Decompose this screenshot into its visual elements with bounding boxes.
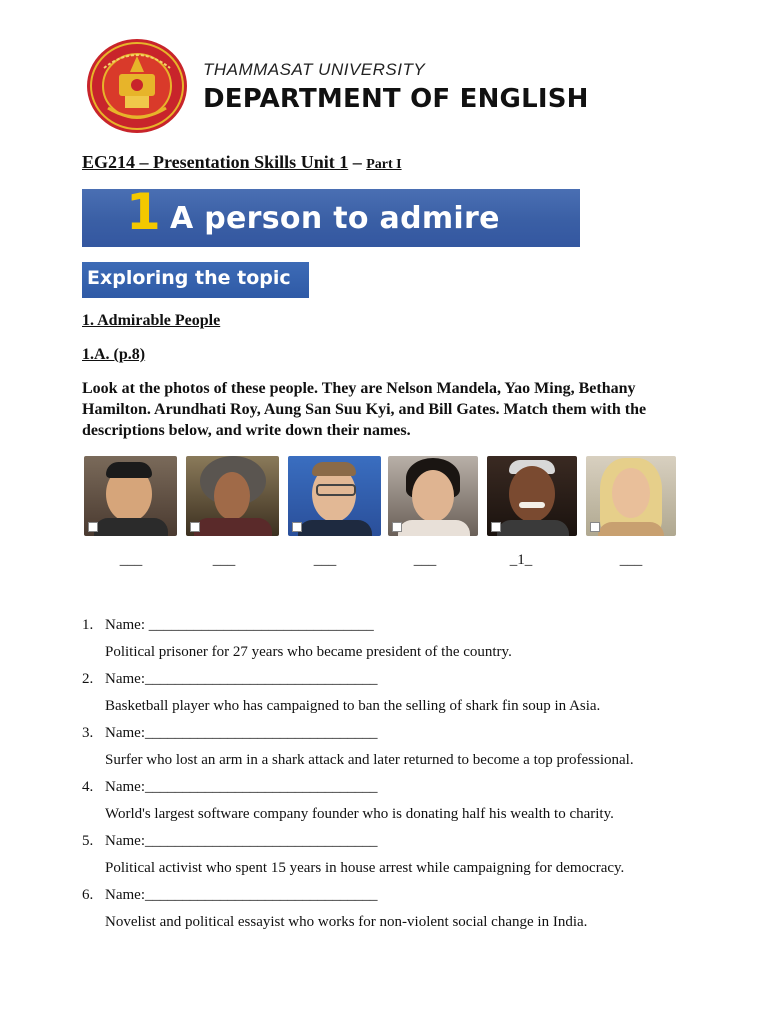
answer-blank-3[interactable]: ___ xyxy=(313,552,337,568)
question-number: 3. xyxy=(82,725,94,741)
question-number: 4. xyxy=(82,779,94,795)
question-number: 2. xyxy=(82,671,94,687)
question-description: Political activist who spent 15 years in house arrest while campaigning for democracy. xyxy=(105,860,625,876)
unit-title: A person to admire xyxy=(170,201,500,236)
question-description: World's largest software company founder who is donating half his wealth to charity. xyxy=(105,806,614,822)
question-number: 6. xyxy=(82,887,94,903)
question-name-field[interactable]: Name:_______________________________ xyxy=(105,887,378,903)
photo-1 xyxy=(84,456,177,536)
photo-3 xyxy=(288,456,381,536)
question-name-field[interactable]: Name:_______________________________ xyxy=(105,779,378,795)
department-name: DEPARTMENT OF ENGLISH xyxy=(203,84,589,114)
question-description: Surfer who lost an arm in a shark attack and later returned to become a top professional. xyxy=(105,752,634,768)
unit-number: 1 xyxy=(126,189,161,241)
photo-2 xyxy=(186,456,279,536)
question-description: Political prisoner for 27 years who became president of the country. xyxy=(105,644,512,660)
course-part: Part I xyxy=(366,157,402,172)
question-number: 1. xyxy=(82,617,94,633)
question-description: Novelist and political essayist who works for non-violent social change in India. xyxy=(105,914,588,930)
checkbox-icon[interactable] xyxy=(292,522,302,532)
photo-6 xyxy=(586,456,676,536)
question-name-field[interactable]: Name: ______________________________ xyxy=(105,617,374,633)
section-heading: 1. Admirable People xyxy=(82,312,221,329)
answer-blank-4[interactable]: ___ xyxy=(413,552,437,568)
answer-blank-6[interactable]: ___ xyxy=(619,552,643,568)
checkbox-icon[interactable] xyxy=(190,522,200,532)
photo-4 xyxy=(388,456,478,536)
question-name-field[interactable]: Name:_______________________________ xyxy=(105,833,378,849)
photo-5 xyxy=(487,456,577,536)
question-description: Basketball player who has campaigned to ban the selling of shark fin soup in Asia. xyxy=(105,698,601,714)
topic-banner xyxy=(82,262,309,298)
section-subheading: 1.A. (p.8) xyxy=(82,346,146,363)
checkbox-icon[interactable] xyxy=(491,522,501,532)
unit-banner xyxy=(82,189,580,247)
question-number: 5. xyxy=(82,833,94,849)
answer-blank-5[interactable]: _1_ xyxy=(509,552,533,568)
question-name-field[interactable]: Name:_______________________________ xyxy=(105,725,378,741)
checkbox-icon[interactable] xyxy=(590,522,600,532)
topic-title: Exploring the topic xyxy=(87,267,291,289)
course-title xyxy=(82,152,402,173)
answer-blank-2[interactable]: ___ xyxy=(212,552,236,568)
question-name-field[interactable]: Name:_______________________________ xyxy=(105,671,378,687)
checkbox-icon[interactable] xyxy=(392,522,402,532)
answer-blank-1[interactable]: ___ xyxy=(119,552,143,568)
university-seal-icon xyxy=(86,38,188,134)
university-name: THAMMASAT UNIVERSITY xyxy=(203,60,426,79)
instructions: Look at the photos of these people. They are Nelson Mandela, Yao Ming, Bethany Hamilton. Arundhati Roy, Aung San Suu Kyi, and Bill Gates. Match them with the descriptions below, and write down their names. xyxy=(82,380,647,439)
course-title-text: EG214 – Presentation Skills Unit 1 xyxy=(82,152,349,172)
checkbox-icon[interactable] xyxy=(88,522,98,532)
course-separator: – xyxy=(348,152,367,172)
